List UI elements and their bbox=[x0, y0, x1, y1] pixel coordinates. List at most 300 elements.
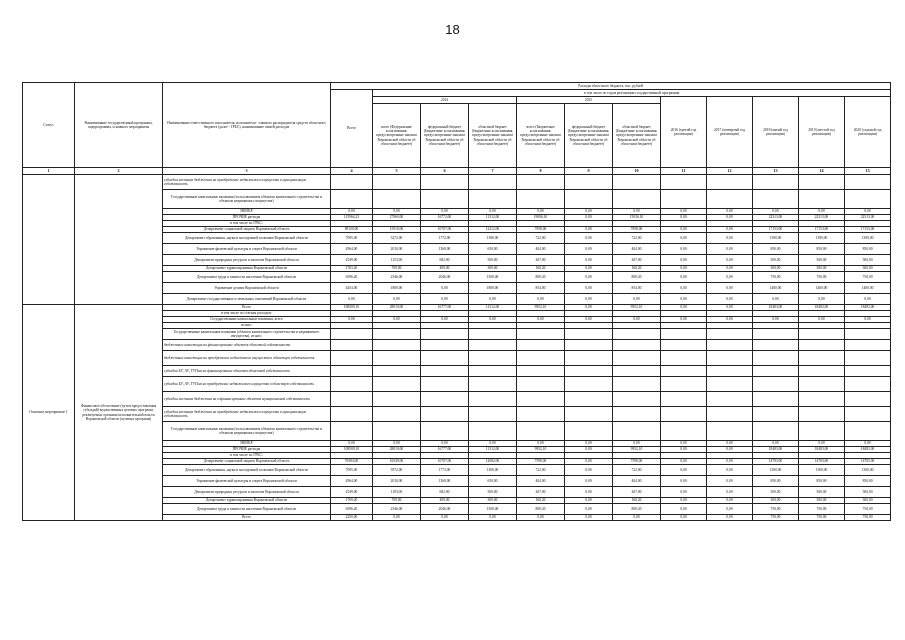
row-label: Департамент труда и занятости населения Воронежской области bbox=[163, 504, 331, 515]
value-cell: 0,00 bbox=[661, 227, 707, 233]
value-cell: 0,00 bbox=[707, 294, 753, 305]
value-cell bbox=[845, 340, 891, 351]
hdr-c10: областной бюджет (Бюджетные ассигнования, предусмотренные законом Воронежской области об областном бюджете) bbox=[613, 104, 661, 168]
row-label: в том числе по ГРБС: bbox=[163, 453, 331, 459]
value-cell: 1300,00 bbox=[469, 465, 517, 476]
budget-table bbox=[22, 82, 891, 521]
value-cell bbox=[517, 392, 565, 407]
row-label: Государственные капитальные вложения (за исключением объектов капитального строительства и объектов недвижимого имущества) bbox=[163, 422, 331, 441]
value-cell: 11312,00 bbox=[469, 305, 517, 311]
value-cell: 0,00 bbox=[707, 487, 753, 498]
value-cell bbox=[845, 366, 891, 377]
value-cell: 0,00 bbox=[661, 515, 707, 521]
value-cell: 18483,00 bbox=[845, 447, 891, 453]
value-cell: 2549,00 bbox=[331, 255, 373, 266]
value-cell: 76584,00 bbox=[331, 459, 373, 465]
value-cell: 0,00 bbox=[799, 294, 845, 305]
value-cell: 0,00 bbox=[707, 209, 753, 215]
value-cell: 0,00 bbox=[707, 244, 753, 255]
value-cell: 7598,00 bbox=[517, 459, 565, 465]
value-cell: 14783,00 bbox=[799, 459, 845, 465]
value-cell: 0,00 bbox=[565, 227, 613, 233]
value-cell bbox=[845, 392, 891, 407]
value-cell bbox=[753, 392, 799, 407]
value-cell: 28010,00 bbox=[373, 447, 421, 453]
value-cell bbox=[613, 422, 661, 441]
value-cell: 16777,00 bbox=[421, 447, 469, 453]
value-cell: 2549,00 bbox=[331, 487, 373, 498]
header-row-1 bbox=[23, 83, 891, 90]
value-cell: 722,00 bbox=[613, 465, 661, 476]
value-cell: 0,00 bbox=[661, 209, 707, 215]
hdr-group: Расходы областного бюджета, тыс. рублей bbox=[331, 83, 891, 90]
value-cell: 0,00 bbox=[799, 441, 845, 447]
hdr-c5: всего (Федеральные ассигнования, предусмотренные законом Воронежской области об областном бюджете) bbox=[373, 104, 421, 168]
value-cell bbox=[469, 422, 517, 441]
value-cell bbox=[469, 366, 517, 377]
hdr-c12: 2017 (четвертый год реализации) bbox=[707, 97, 753, 168]
value-cell bbox=[373, 190, 421, 209]
value-cell: 750,00 bbox=[753, 515, 799, 521]
value-cell: 0,00 bbox=[661, 476, 707, 487]
value-cell: 18483,00 bbox=[845, 305, 891, 311]
value-cell: 17153,00 bbox=[753, 227, 799, 233]
value-cell: 500,00 bbox=[799, 487, 845, 498]
value-cell: 0,00 bbox=[707, 233, 753, 244]
value-cell: 18483,00 bbox=[799, 305, 845, 311]
value-cell: 1360,00 bbox=[421, 244, 469, 255]
value-cell bbox=[799, 340, 845, 351]
value-cell: 28010,00 bbox=[373, 305, 421, 311]
value-cell bbox=[753, 340, 799, 351]
value-cell: 160,20 bbox=[613, 498, 661, 504]
value-cell bbox=[565, 392, 613, 407]
value-cell bbox=[845, 175, 891, 190]
value-cell: 1772,00 bbox=[421, 233, 469, 244]
value-cell bbox=[331, 329, 373, 340]
value-cell: 0,00 bbox=[707, 215, 753, 221]
value-cell: 267,00 bbox=[517, 255, 565, 266]
row-label: бюджетные инвестиции на приобретение недвижимого имущества в областную собственность bbox=[163, 351, 331, 366]
value-cell: 0,00 bbox=[373, 515, 421, 521]
value-cell: 0,00 bbox=[613, 441, 661, 447]
value-cell: 267,00 bbox=[517, 487, 565, 498]
value-cell bbox=[469, 407, 517, 422]
value-cell: 0,00 bbox=[707, 283, 753, 294]
value-cell: 19006,10 bbox=[517, 215, 565, 221]
colnum: 1 bbox=[23, 168, 75, 175]
value-cell bbox=[661, 422, 707, 441]
value-cell: 0,00 bbox=[707, 441, 753, 447]
row-label: Департамент здравоохранения Воронежской области bbox=[163, 498, 331, 504]
value-cell: 1153,00 bbox=[373, 255, 421, 266]
value-cell bbox=[469, 329, 517, 340]
value-cell bbox=[661, 392, 707, 407]
value-cell: 0,00 bbox=[845, 441, 891, 447]
value-cell: 3972,00 bbox=[373, 465, 421, 476]
value-cell bbox=[613, 329, 661, 340]
value-cell: 14783,00 bbox=[753, 459, 799, 465]
value-cell: 404,00 bbox=[517, 476, 565, 487]
value-cell bbox=[421, 351, 469, 366]
value-cell: 0,00 bbox=[373, 317, 421, 323]
row-label: Управление делами Воронежской области bbox=[163, 283, 331, 294]
value-cell bbox=[331, 407, 373, 422]
value-cell: 9952,10 bbox=[613, 305, 661, 311]
value-cell: 0,00 bbox=[661, 283, 707, 294]
value-cell: 0,00 bbox=[845, 294, 891, 305]
row-label: Всего bbox=[163, 515, 331, 521]
value-cell bbox=[845, 329, 891, 340]
row-label: Департамент социальной защиты Воронежской области bbox=[163, 459, 331, 465]
value-cell: 750,00 bbox=[753, 272, 799, 283]
value-cell: 0,00 bbox=[707, 476, 753, 487]
row-label: субсидии БУ, АУ, ГУПам на приобретение недвижимого имущества в областную собственность bbox=[163, 377, 331, 392]
value-cell bbox=[565, 422, 613, 441]
value-cell: 404,00 bbox=[517, 244, 565, 255]
value-cell: 750,00 bbox=[845, 515, 891, 521]
value-cell: 0,00 bbox=[661, 255, 707, 266]
row-label: НИОКР bbox=[163, 209, 331, 215]
value-cell: 7598,00 bbox=[613, 459, 661, 465]
value-cell: 850,00 bbox=[753, 476, 799, 487]
value-cell: 18483,00 bbox=[799, 447, 845, 453]
value-cell: 500,00 bbox=[469, 487, 517, 498]
value-cell: 2250,00 bbox=[331, 515, 373, 521]
value-cell bbox=[469, 340, 517, 351]
colnum: 5 bbox=[373, 168, 421, 175]
value-cell bbox=[373, 329, 421, 340]
value-cell bbox=[753, 422, 799, 441]
row-label: ПРОЧИЕ расходы bbox=[163, 447, 331, 453]
row-label: субсидии местным бюджетам на софинансирование объектов муниципальной собственности bbox=[163, 392, 331, 407]
value-cell: 1360,00 bbox=[421, 476, 469, 487]
hdr-c6: федеральный бюджет (Бюджетные ассигнования, предусмотренные законом Воронежской области об областном бюджете) bbox=[421, 104, 469, 168]
value-cell: 0,00 bbox=[469, 317, 517, 323]
column-number-row bbox=[23, 168, 891, 175]
value-cell: 2010,00 bbox=[373, 244, 421, 255]
value-cell: 1300,00 bbox=[845, 465, 891, 476]
value-cell: 15910,00 bbox=[373, 227, 421, 233]
value-cell: 500,00 bbox=[845, 255, 891, 266]
value-cell: 650,00 bbox=[469, 244, 517, 255]
value-cell: 0,00 bbox=[661, 504, 707, 515]
value-cell bbox=[799, 392, 845, 407]
value-cell: 0,00 bbox=[565, 441, 613, 447]
value-cell: 0,00 bbox=[753, 317, 799, 323]
value-cell: 650,00 bbox=[469, 476, 517, 487]
value-cell bbox=[845, 407, 891, 422]
value-cell: 17153,00 bbox=[845, 227, 891, 233]
value-cell: 0,00 bbox=[565, 476, 613, 487]
row-label: Департамент образования, науки и молодежной политики Воронежской области bbox=[163, 233, 331, 244]
value-cell: 0,00 bbox=[565, 294, 613, 305]
colnum: 13 bbox=[753, 168, 799, 175]
value-cell: 1300,00 bbox=[799, 465, 845, 476]
row-label: в том числе по статьям расходов: bbox=[163, 311, 331, 317]
value-cell: 0,00 bbox=[565, 465, 613, 476]
value-cell bbox=[373, 175, 421, 190]
row-label: НИОКР bbox=[163, 441, 331, 447]
value-cell: 0,00 bbox=[469, 209, 517, 215]
value-cell bbox=[421, 190, 469, 209]
value-cell: 0,00 bbox=[565, 447, 613, 453]
value-cell bbox=[517, 377, 565, 392]
value-cell: 1500,00 bbox=[469, 504, 517, 515]
value-cell bbox=[421, 422, 469, 441]
value-cell bbox=[373, 377, 421, 392]
value-cell: 7095,00 bbox=[331, 233, 373, 244]
value-cell bbox=[469, 351, 517, 366]
row-label: Департамент природных ресурсов и экологии Воронежской области bbox=[163, 487, 331, 498]
value-cell: 0,00 bbox=[517, 515, 565, 521]
value-cell: 4454,00 bbox=[331, 283, 373, 294]
value-cell bbox=[331, 190, 373, 209]
value-cell: 750,00 bbox=[799, 504, 845, 515]
hdr-program-name: Наименование государственной программы, подпрограммы, основного мероприятия bbox=[75, 83, 163, 168]
value-cell: 10707,00 bbox=[421, 459, 469, 465]
value-cell: 722,00 bbox=[517, 233, 565, 244]
value-cell: 2546,00 bbox=[373, 504, 421, 515]
value-cell: 300,00 bbox=[469, 498, 517, 504]
hdr-c8: всего (Бюджетные ассигнования, предусмотренные законом Воронежской области об областном бюджете) bbox=[517, 104, 565, 168]
hdr-c14: 2019 (шестой год реализации) bbox=[799, 97, 845, 168]
value-cell bbox=[517, 407, 565, 422]
value-cell: 0,00 bbox=[331, 294, 373, 305]
value-cell: 6596,20 bbox=[331, 504, 373, 515]
value-cell: 0,00 bbox=[421, 317, 469, 323]
value-cell: 0,00 bbox=[845, 317, 891, 323]
value-cell: 0,00 bbox=[753, 294, 799, 305]
value-cell: 16777,00 bbox=[421, 305, 469, 311]
value-cell: 108509,10 bbox=[331, 447, 373, 453]
value-cell bbox=[845, 190, 891, 209]
value-cell: 0,00 bbox=[845, 209, 891, 215]
value-cell: 0,00 bbox=[565, 515, 613, 521]
value-cell: 404,00 bbox=[613, 244, 661, 255]
value-cell bbox=[707, 329, 753, 340]
value-cell bbox=[707, 190, 753, 209]
value-cell bbox=[421, 366, 469, 377]
row-label: Государственные капитальные вложения, всего bbox=[163, 317, 331, 323]
value-cell bbox=[799, 351, 845, 366]
value-cell: 0,00 bbox=[565, 244, 613, 255]
value-cell: 0,00 bbox=[421, 441, 469, 447]
value-cell: 22313,00 bbox=[753, 215, 799, 221]
value-cell: 7858,00 bbox=[613, 227, 661, 233]
value-cell: 0,00 bbox=[799, 209, 845, 215]
value-cell: 0,00 bbox=[661, 447, 707, 453]
value-cell bbox=[661, 329, 707, 340]
value-cell bbox=[707, 351, 753, 366]
value-cell: 7095,00 bbox=[331, 465, 373, 476]
value-cell bbox=[753, 329, 799, 340]
value-cell: 0,00 bbox=[707, 227, 753, 233]
value-cell: 300,00 bbox=[845, 266, 891, 272]
value-cell bbox=[613, 175, 661, 190]
value-cell bbox=[661, 366, 707, 377]
hdr-2014: 2014 bbox=[373, 97, 517, 104]
value-cell bbox=[799, 190, 845, 209]
value-cell: 709,00 bbox=[373, 498, 421, 504]
value-cell: 300,00 bbox=[469, 266, 517, 272]
value-cell: 500,00 bbox=[753, 255, 799, 266]
value-cell bbox=[799, 175, 845, 190]
value-cell bbox=[707, 340, 753, 351]
hdr-c13: 2018 (пятый год реализации) bbox=[753, 97, 799, 168]
value-cell: 9952,10 bbox=[613, 447, 661, 453]
value-cell: 0,00 bbox=[331, 441, 373, 447]
value-cell bbox=[421, 392, 469, 407]
value-cell: 0,00 bbox=[707, 317, 753, 323]
value-cell: 18483,00 bbox=[753, 447, 799, 453]
value-cell: 300,00 bbox=[753, 266, 799, 272]
value-cell: 115964,23 bbox=[331, 215, 373, 221]
value-cell: 7858,00 bbox=[517, 227, 565, 233]
value-cell: 300,00 bbox=[845, 498, 891, 504]
value-cell bbox=[517, 340, 565, 351]
value-cell bbox=[661, 340, 707, 351]
value-cell: 0,00 bbox=[661, 305, 707, 311]
value-cell: 0,00 bbox=[373, 441, 421, 447]
value-cell: 4964,00 bbox=[331, 476, 373, 487]
value-cell bbox=[517, 351, 565, 366]
value-cell bbox=[661, 407, 707, 422]
value-cell: 1183,00 bbox=[373, 487, 421, 498]
value-cell: 2046,00 bbox=[421, 504, 469, 515]
value-cell: 160,20 bbox=[517, 266, 565, 272]
value-cell: 500,00 bbox=[753, 487, 799, 498]
table-row bbox=[23, 175, 891, 190]
row-label: Департамент труда и занятости населения Воронежской области bbox=[163, 272, 331, 283]
value-cell: 11312,00 bbox=[469, 447, 517, 453]
row-label: Департамент государственных и земельных отношений Воронежской области bbox=[163, 294, 331, 305]
value-cell bbox=[469, 190, 517, 209]
value-cell: 2046,00 bbox=[421, 272, 469, 283]
value-cell: 0,00 bbox=[469, 294, 517, 305]
value-cell: 0,00 bbox=[661, 465, 707, 476]
value-cell: 0,00 bbox=[565, 272, 613, 283]
value-cell: 409,00 bbox=[421, 498, 469, 504]
value-cell: 854,00 bbox=[517, 283, 565, 294]
row-label: Департамент здравоохранения Воронежской области bbox=[163, 266, 331, 272]
value-cell: 709,00 bbox=[373, 266, 421, 272]
program-cell: Финансовое обеспечение (путем предоставления субсидий) ведомственных целевых программ, реализуемых органами исполнительной власти Воронежской области (целевых программ) bbox=[75, 305, 163, 521]
value-cell: 0,00 bbox=[707, 504, 753, 515]
value-cell: 0,00 bbox=[421, 209, 469, 215]
value-cell: 0,00 bbox=[469, 515, 517, 521]
value-cell: 0,00 bbox=[565, 498, 613, 504]
value-cell: 160,20 bbox=[517, 498, 565, 504]
value-cell bbox=[331, 422, 373, 441]
value-cell bbox=[661, 190, 707, 209]
value-cell bbox=[331, 377, 373, 392]
hdr-c7: областной бюджет (бюджетные ассигнования, предусмотренные законом Воронежской области об областном бюджете) bbox=[469, 104, 517, 168]
value-cell: 0,00 bbox=[565, 504, 613, 515]
colnum: 11 bbox=[661, 168, 707, 175]
row-label: Департамент социальной защиты Воронежской области bbox=[163, 227, 331, 233]
row-label: Всего bbox=[163, 305, 331, 311]
value-cell: 3272,00 bbox=[373, 233, 421, 244]
value-cell: 10707,00 bbox=[421, 227, 469, 233]
table-body bbox=[23, 83, 891, 521]
value-cell: 0,00 bbox=[661, 317, 707, 323]
value-cell: 0,00 bbox=[565, 487, 613, 498]
value-cell: 6596,20 bbox=[331, 272, 373, 283]
value-cell: 0,00 bbox=[613, 294, 661, 305]
value-cell: 800,20 bbox=[517, 504, 565, 515]
value-cell: 0,00 bbox=[707, 272, 753, 283]
value-cell: 750,00 bbox=[799, 515, 845, 521]
row-label: Управление физической культуры и спорта Воронежской области bbox=[163, 244, 331, 255]
value-cell bbox=[565, 329, 613, 340]
value-cell: 750,00 bbox=[753, 504, 799, 515]
value-cell: 1380,00 bbox=[469, 233, 517, 244]
value-cell: 1800,00 bbox=[469, 283, 517, 294]
value-cell: 682,00 bbox=[421, 255, 469, 266]
value-cell: 17153,00 bbox=[799, 227, 845, 233]
value-cell: 160,20 bbox=[613, 266, 661, 272]
value-cell bbox=[565, 407, 613, 422]
value-cell: 0,00 bbox=[421, 515, 469, 521]
value-cell: 0,00 bbox=[661, 487, 707, 498]
value-cell bbox=[799, 422, 845, 441]
value-cell: 0,00 bbox=[565, 317, 613, 323]
value-cell: 22313,00 bbox=[845, 215, 891, 221]
value-cell: 1400,00 bbox=[845, 283, 891, 294]
value-cell: 14783,00 bbox=[845, 459, 891, 465]
value-cell: 800,20 bbox=[613, 504, 661, 515]
value-cell: 0,00 bbox=[331, 209, 373, 215]
value-cell bbox=[707, 422, 753, 441]
value-cell bbox=[565, 366, 613, 377]
value-cell: 500,00 bbox=[845, 487, 891, 498]
value-cell bbox=[373, 422, 421, 441]
value-cell bbox=[565, 377, 613, 392]
value-cell: 0,00 bbox=[517, 209, 565, 215]
value-cell: 1400,00 bbox=[753, 283, 799, 294]
value-cell: 0,00 bbox=[753, 441, 799, 447]
value-cell: 1773,00 bbox=[421, 465, 469, 476]
value-cell bbox=[517, 422, 565, 441]
value-cell: 0,00 bbox=[565, 215, 613, 221]
value-cell bbox=[373, 340, 421, 351]
value-cell: 0,00 bbox=[661, 272, 707, 283]
value-cell bbox=[707, 377, 753, 392]
value-cell: 4964,00 bbox=[331, 244, 373, 255]
value-cell bbox=[707, 175, 753, 190]
value-cell: 0,00 bbox=[565, 266, 613, 272]
value-cell: 27960,00 bbox=[373, 215, 421, 221]
value-cell bbox=[613, 340, 661, 351]
value-cell bbox=[753, 377, 799, 392]
value-cell: 850,00 bbox=[845, 476, 891, 487]
value-cell: 1300,00 bbox=[753, 465, 799, 476]
value-cell bbox=[661, 175, 707, 190]
value-cell: 0,00 bbox=[707, 266, 753, 272]
row-label: субсидии БУ, АУ, ГУПам на финансирование объектов областной собственности bbox=[163, 366, 331, 377]
value-cell bbox=[331, 351, 373, 366]
value-cell bbox=[613, 351, 661, 366]
value-cell: 1500,00 bbox=[469, 272, 517, 283]
value-cell bbox=[613, 392, 661, 407]
row-label: Управление физической культуры и спорта Воронежской области bbox=[163, 476, 331, 487]
row-label: ПРОЧИЕ расходы bbox=[163, 215, 331, 221]
value-cell: 0,00 bbox=[613, 209, 661, 215]
value-cell: 0,00 bbox=[565, 459, 613, 465]
row-label: Департамент природных ресурсов и экологии Воронежской области bbox=[163, 255, 331, 266]
value-cell: 0,00 bbox=[517, 294, 565, 305]
